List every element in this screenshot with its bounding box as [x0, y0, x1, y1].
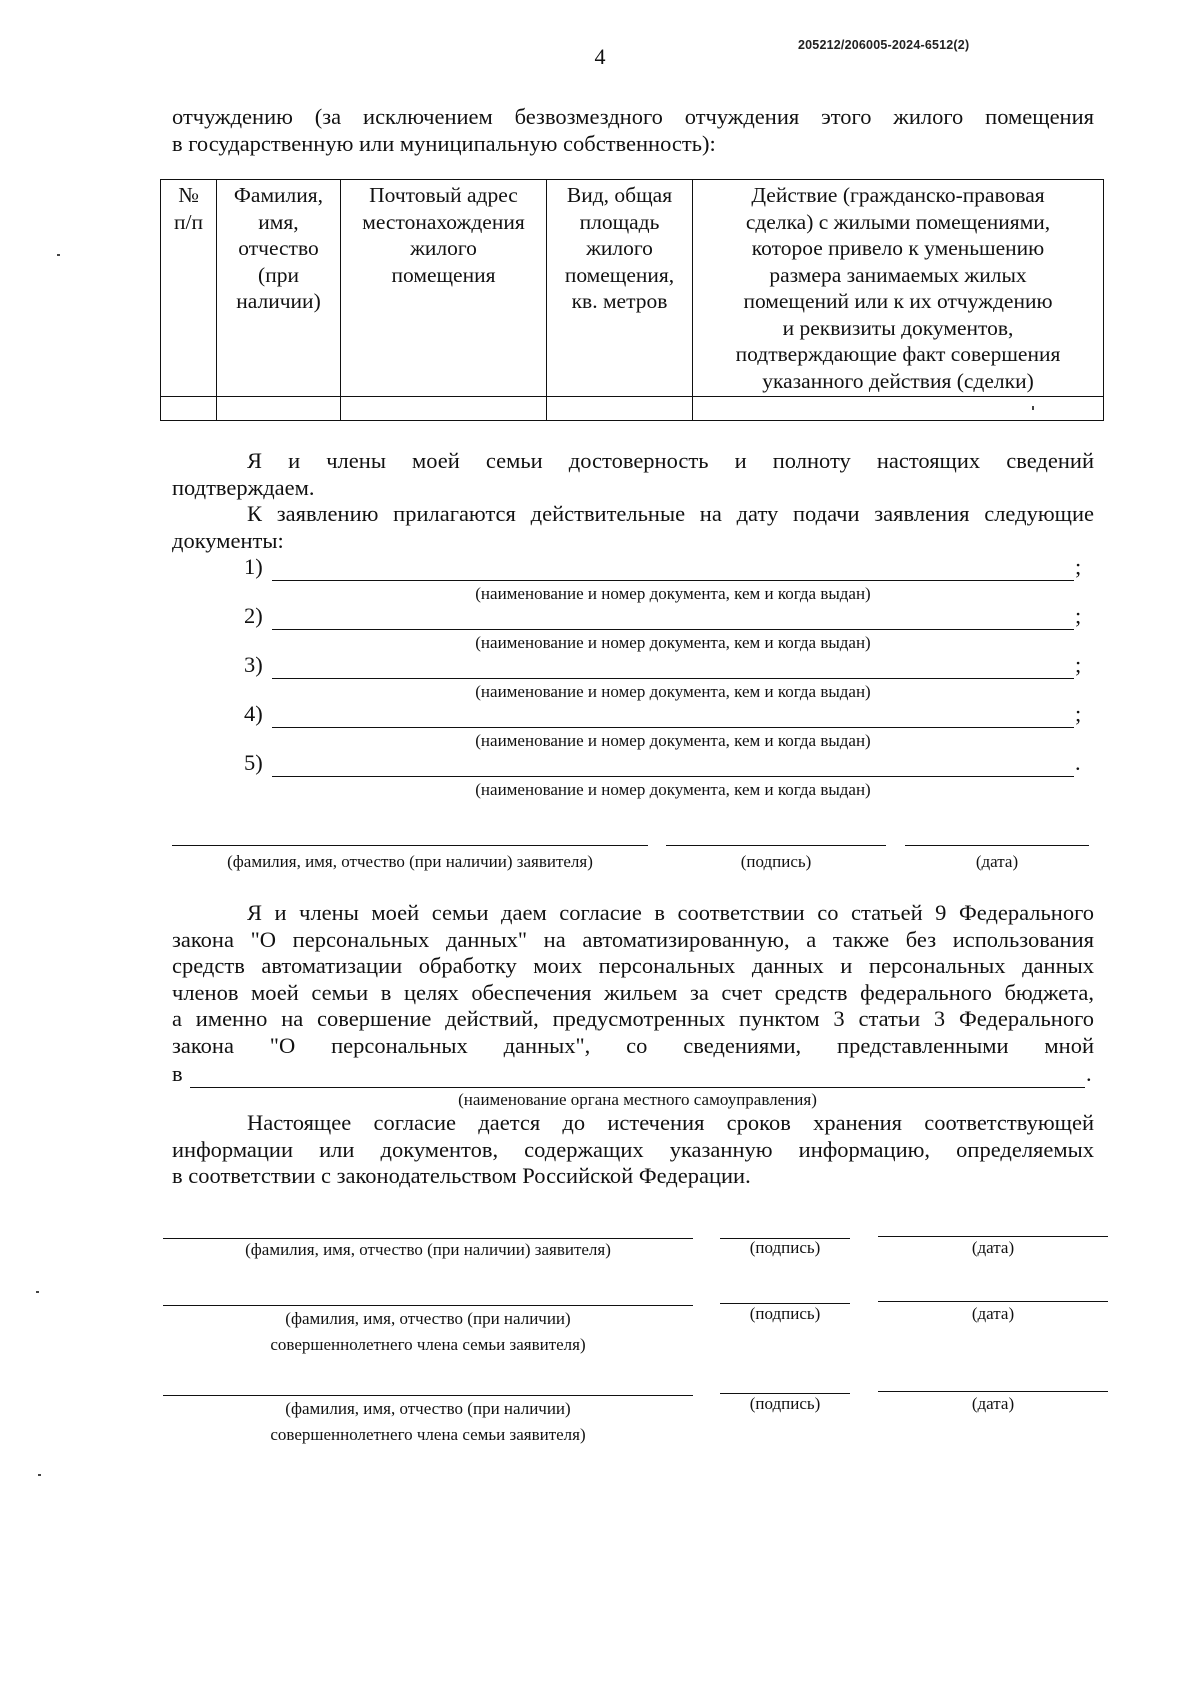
- confirm-paragraph: [172, 448, 1094, 554]
- table-cell[interactable]: [693, 397, 1104, 421]
- doc-end-3: ;: [1075, 652, 1082, 677]
- intro-paragraph: [172, 104, 1094, 157]
- table-cell[interactable]: [161, 397, 217, 421]
- signature-field[interactable]: [666, 820, 886, 846]
- table-cell[interactable]: [217, 397, 341, 421]
- consent-line-1: Я и члены моей семьи даем согласие в соответствии со статьей 9 Федерального: [247, 900, 1094, 925]
- table-header-row: [161, 180, 1104, 397]
- table-row: [161, 397, 1104, 421]
- validity-line-1: Настоящее согласие дается до истечения сроков хранения соответствующей: [247, 1110, 1094, 1135]
- signature-field-2[interactable]: [720, 1213, 850, 1239]
- scan-speck: [38, 1474, 41, 1476]
- applicant-name-field-2[interactable]: [163, 1213, 693, 1239]
- doc-end-5: .: [1075, 750, 1081, 775]
- table-cell[interactable]: [341, 397, 547, 421]
- header-cell-action: Действие (гражданско-правовая сделка) с жилыми помещениями, которое привело к уменьшению размера занимаемых жилых помещений или к их отчуждению и реквизиты документов, подтверждающие факт совершения указанного действия (сделки): [693, 180, 1104, 397]
- intro-line-1: отчуждению (за исключением безвозмездного отчуждения этого жилого помещения: [172, 104, 1094, 129]
- doc-caption-1: (наименование и номер документа, кем и когда выдан): [475, 584, 871, 603]
- date-field-2[interactable]: [878, 1211, 1108, 1237]
- consent-line-5: а именно на совершение действий, предусмотренных пунктом 3 статьи 3 Федерального: [172, 1006, 1094, 1031]
- member-date-caption-1: (дата): [971, 1304, 1015, 1323]
- transactions-table: [160, 179, 1104, 421]
- doc-field-2[interactable]: [272, 604, 1074, 630]
- member-name-caption-2: (фамилия, имя, отчество (при наличии) совершеннолетнего члена семьи заявителя): [270, 1399, 586, 1444]
- consent-line-3: средств автоматизации обработку моих персональных данных и персональных данных: [172, 953, 1094, 978]
- signature-caption: (подпись): [740, 852, 812, 871]
- scan-speck: [1032, 406, 1034, 410]
- doc-number-2: 2): [244, 603, 263, 628]
- doc-field-4[interactable]: [272, 702, 1074, 728]
- consent-line-2: закона "О персональных данных" на автоматизированную, а также без использования: [172, 926, 1094, 952]
- attach-line-2: документы:: [172, 527, 284, 553]
- consent-paragraph: [172, 900, 1094, 1059]
- authority-field[interactable]: [190, 1062, 1085, 1088]
- doc-number-3: 3): [244, 652, 263, 677]
- member-date-field-2[interactable]: [878, 1366, 1108, 1392]
- doc-caption-2: (наименование и номер документа, кем и когда выдан): [475, 633, 871, 652]
- date-caption-2: (дата): [971, 1238, 1015, 1257]
- consent-prefix: в: [172, 1061, 183, 1086]
- header-cell-number: № п/п: [161, 180, 217, 397]
- doc-caption-5: (наименование и номер документа, кем и когда выдан): [475, 780, 871, 799]
- member-signature-caption-2: (подпись): [749, 1394, 821, 1413]
- doc-end-2: ;: [1075, 603, 1082, 628]
- member-name-field-2[interactable]: [163, 1370, 693, 1396]
- date-field[interactable]: [905, 820, 1089, 846]
- applicant-name-field[interactable]: [172, 820, 648, 846]
- page-number: 4: [594, 44, 606, 69]
- validity-line-2: информации или документов, содержащих указанную информацию, определяемых: [172, 1136, 1094, 1162]
- confirm-line-1: Я и члены моей семьи достоверность и полноту настоящих сведений: [247, 448, 1094, 473]
- doc-field-3[interactable]: [272, 653, 1074, 679]
- validity-paragraph: [172, 1110, 1094, 1190]
- doc-number-1: 1): [244, 554, 263, 579]
- intro-line-2: в государственную или муниципальную собственность):: [172, 130, 716, 156]
- attach-line-1: К заявлению прилагаются действительные на дату подачи заявления следующие: [247, 501, 1094, 526]
- member-date-field-1[interactable]: [878, 1276, 1108, 1302]
- signature-caption-2: (подпись): [749, 1238, 821, 1257]
- doc-number-5: 5): [244, 750, 263, 775]
- consent-end: .: [1086, 1061, 1092, 1086]
- applicant-name-caption-2: (фамилия, имя, отчество (при наличии) заявителя): [245, 1240, 611, 1259]
- doc-number-4: 4): [244, 701, 263, 726]
- document-id: 205212/206005-2024-6512(2): [798, 38, 970, 52]
- table-cell[interactable]: [547, 397, 693, 421]
- member-name-field-1[interactable]: [163, 1280, 693, 1306]
- doc-field-5[interactable]: [272, 751, 1074, 777]
- consent-line-4: членов моей семьи в целях обеспечения жильем за счет средств федерального бюджета,: [172, 979, 1094, 1005]
- member-signature-field-1[interactable]: [720, 1278, 850, 1304]
- scan-speck: [57, 254, 60, 256]
- header-cell-name: Фамилия, имя, отчество (при наличии): [217, 180, 341, 397]
- member-name-caption-1: (фамилия, имя, отчество (при наличии) совершеннолетнего члена семьи заявителя): [270, 1309, 586, 1354]
- doc-caption-3: (наименование и номер документа, кем и когда выдан): [475, 682, 871, 701]
- scan-speck: [36, 1291, 39, 1293]
- authority-caption: (наименование органа местного самоуправления): [458, 1090, 817, 1109]
- doc-end-4: ;: [1075, 701, 1082, 726]
- confirm-line-2: подтверждаем.: [172, 474, 315, 500]
- validity-line-3: в соответствии с законодательством Российской Федерации.: [172, 1163, 751, 1188]
- member-signature-field-2[interactable]: [720, 1368, 850, 1394]
- header-cell-address: Почтовый адрес местонахождения жилого помещения: [341, 180, 547, 397]
- applicant-name-caption: (фамилия, имя, отчество (при наличии) заявителя): [227, 852, 593, 871]
- date-caption: (дата): [975, 852, 1019, 871]
- doc-field-1[interactable]: [272, 555, 1074, 581]
- member-signature-caption-1: (подпись): [749, 1304, 821, 1323]
- consent-line-6: закона "О персональных данных", со сведениями, представленными мной: [172, 1032, 1094, 1058]
- header-cell-area: Вид, общая площадь жилого помещения, кв. метров: [547, 180, 693, 397]
- doc-caption-4: (наименование и номер документа, кем и когда выдан): [475, 731, 871, 750]
- member-date-caption-2: (дата): [971, 1394, 1015, 1413]
- doc-end-1: ;: [1075, 554, 1082, 579]
